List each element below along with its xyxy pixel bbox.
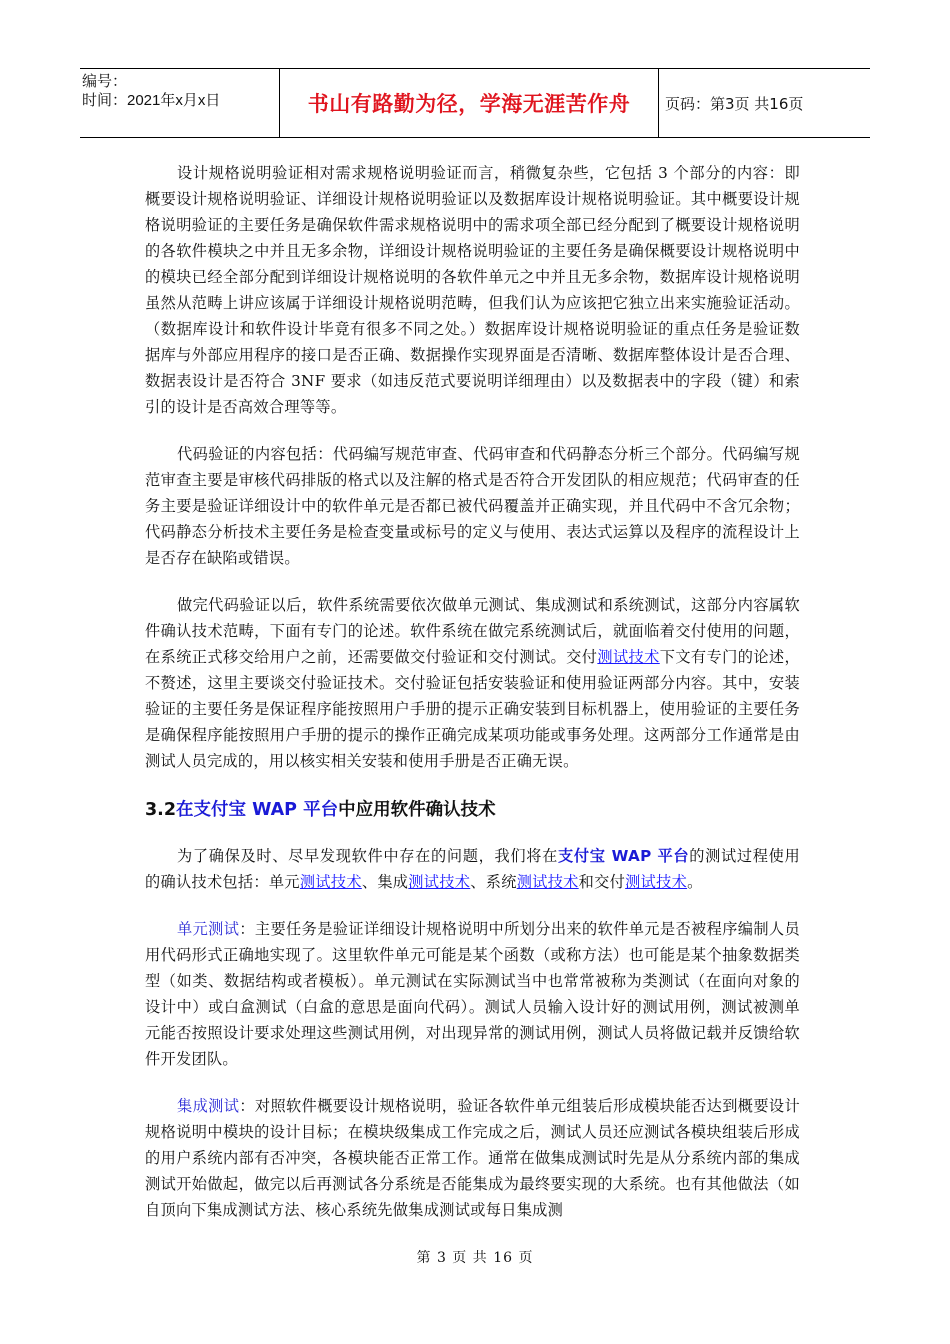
unit-testing-technology-link[interactable]: 测试技术 — [299, 873, 362, 891]
header-page-info: 页码：第3页 共16页 — [665, 94, 804, 113]
paragraph-code-verification: 代码验证的内容包括：代码编写规范审查、代码审查和代码静态分析三个部分。代码编写规范审查主要是审核代码排版的格式以及注解的格式是否符合开发团队的相应规范；代码审查的任务主要是验证详细设计中的软件单元是否都已被代码覆盖并正确实现，并且代码中不含冗余物；代码静态分析技术主要任务是检查变量或标号的定义与使用、表达式运算以及程序的流程设计上是否存在缺陷或错误。 — [145, 445, 800, 567]
alipay-wap-brand: 支付宝 WAP 平台 — [558, 847, 690, 865]
paragraph-confirmation-intro: 为了确保及时、尽早发现软件中存在的问题，我们将在支付宝 WAP 平台的测试过程使用的确认技术包括：单元测试技术、集成测试技术、系统测试技术和交付测试技术。 — [145, 847, 800, 891]
header-date: 时间：2021年x月x日 — [82, 92, 221, 109]
testing-technology-link[interactable]: 测试技术 — [597, 648, 660, 666]
header-motto: 书山有路勤为径，学海无涯苦作舟 — [280, 69, 659, 137]
header-number: 编号： — [82, 73, 128, 90]
header-meta — [80, 69, 280, 137]
term-unit-testing: 单元测试 — [177, 920, 240, 938]
paragraph-design-verification: 设计规格说明验证相对需求规格说明验证而言，稍微复杂些，它包括 3 个部分的内容：即概要设计规格说明验证、详细设计规格说明验证以及数据库设计规格说明验证。其中概要设计规格说明验证的主要任务是确保软件需求规格说明中的需求项全部已经分配到了概要设计规格说明的各软件模块之中并且无多余物，详细设计规格说明验证的主要任务是确保概要设计规格说明中的模块已经全部分配到详细设计规格说明的各软件单元之中并且无多余物，数据库设计规格说明虽然从范畴上讲应该属于详细设计规格说明范畴，但我们认为应该把它独立出来实施验证活动。（数据库设计和软件设计毕竟有很多不同之处。）数据库设计规格说明验证的重点任务是验证数据库与外部应用程序的接口是否正确、数据操作实现界面是否清晰、数据库整体设计是否合理、数据表设计是否符合 3NF 要求（如违反范式要说明详细理由）以及数据表中的字段（键）和索引的设计是否高效合理等等。 — [145, 164, 800, 416]
paragraph-integration-testing: 集成测试：对照软件概要设计规格说明，验证各软件单元组装后形成模块能否达到概要设计规格说明中模块的设计目标；在模块级集成工作完成之后，测试人员还应测试各模块组装后形成的用户系统内部有否冲突，各模块能否正常工作。通常在做集成测试时先是从分系统内部的集成测试开始做起，做完以后再测试各分系统是否能集成为最终要实现的大系统。也有其他做法（如自顶向下集成测试方法、核心系统先做集成测试或每日集成测 — [145, 1097, 800, 1219]
paragraph-delivery-verification: 做完代码验证以后，软件系统需要依次做单元测试、集成测试和系统测试，这部分内容属软件确认技术范畴，下面有专门的论述。软件系统在做完系统测试后，就面临着交付使用的问题，在系统正式移交给用户之前，还需要做交付验证和交付测试。交付测试技术下文有专门的论述，不赘述，这里主要谈交付验证技术。交付验证包括安装验证和使用验证两部分内容。其中，安装验证的主要任务是保证程序能按照用户手册的提示正确安装到目标机器上，使用验证的主要任务是确保程序能按照用户手册的提示的操作正确完成某项功能或事务处理。这两部分工作通常是由测试人员完成的，用以核实相关安装和使用手册是否正确无误。 — [145, 596, 801, 770]
section-heading-highlight: 在支付宝 WAP 平台 — [176, 800, 339, 820]
header-table — [80, 68, 870, 138]
delivery-testing-technology-link[interactable]: 测试技术 — [625, 873, 688, 891]
integration-testing-technology-link[interactable]: 测试技术 — [408, 873, 471, 891]
section-heading: 3.2在支付宝 WAP 平台中应用软件确认技术 — [145, 800, 496, 820]
system-testing-technology-link[interactable]: 测试技术 — [516, 873, 579, 891]
document-body — [145, 160, 800, 1244]
paragraph-unit-testing: 单元测试：主要任务是验证详细设计规格说明中所划分出来的软件单元是否被程序编制人员用代码形式正确地实现了。这里软件单元可能是某个函数（或称方法）也可能是某个抽象数据类型（如类、数据结构或者模板）。单元测试在实际测试当中也常常被称为类测试（在面向对象的设计中）或白盒测试（白盒的意思是面向代码）。测试人员输入设计好的测试用例，测试被测单元能否按照设计要求处理这些测试用例，对出现异常的测试用例，测试人员将做记载并反馈给软件开发团队。 — [145, 920, 800, 1068]
term-integration-testing: 集成测试 — [177, 1097, 240, 1115]
page-footer: 第 3 页 共 16 页 — [416, 1250, 534, 1266]
